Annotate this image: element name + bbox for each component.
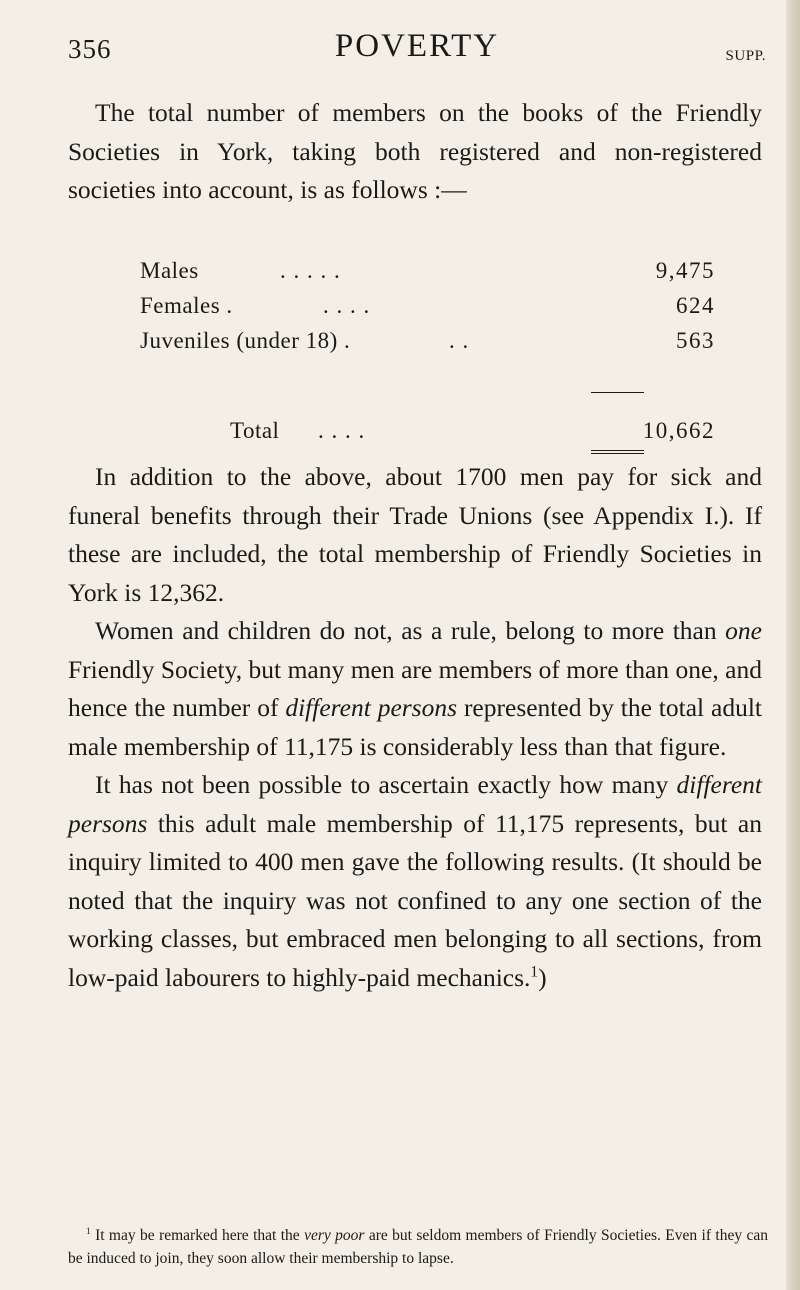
paragraph-3-text: ) <box>538 962 547 992</box>
paragraph-3 <box>68 766 762 997</box>
total-double-rule <box>591 450 644 454</box>
paragraph-1: In addition to the above, about 1700 men pay for sick and funeral benefits through their Trade Unions (see Appendix I.). If these are included, the total membership of Friendly Societies in York is 12,362. <box>68 462 762 607</box>
paragraph-2-emphasis: one <box>725 616 762 645</box>
running-head <box>68 28 766 72</box>
paragraph-2-text: Women and children do not, as a rule, belong to more than <box>95 616 726 645</box>
table-total-row <box>140 418 780 453</box>
intro-text: The total number of members on the books of the Friendly Societies in York, taking both registered and non-registered societies into account, is as follows :— <box>68 98 762 204</box>
section-label: SUPP. <box>725 48 766 64</box>
total-leader-dots: . . . . <box>318 418 366 443</box>
paragraph-3-text: this adult male membership of 11,175 represents, but an inquiry limited to 400 men gave the following results. (It should be noted that the inquiry was not confined to any one section of the working classes, but embraced men belonging to all sections, from low-paid labourers to highly-paid mechanics. <box>68 808 762 992</box>
footnote-reference: 1 <box>530 963 539 980</box>
page-number: 356 <box>68 34 112 64</box>
row-leader-dots: . . . . . <box>280 258 341 283</box>
footnote-body: are but seldom members of Friendly Societies. Even if they can be induced to join, they soon allow their membership to lapse. <box>68 1227 768 1267</box>
footnote-body: It may be remarked here that the <box>90 1227 305 1244</box>
table-row <box>140 293 780 328</box>
paragraph-2-emphasis: different persons <box>285 693 458 722</box>
row-leader-dots: . . <box>449 328 470 353</box>
footnote-marker: 1 <box>86 1226 91 1237</box>
row-label: Juveniles (under 18) . <box>140 328 351 353</box>
row-value: 563 <box>676 328 715 353</box>
paragraph-2 <box>68 612 762 766</box>
row-value: 624 <box>676 293 715 318</box>
footnote-emphasis: very poor <box>304 1227 365 1244</box>
row-value: 9,475 <box>655 258 715 283</box>
total-value: 10,662 <box>642 418 715 443</box>
row-label: Females . <box>140 293 233 318</box>
sum-rule <box>591 392 644 393</box>
intro-paragraph <box>68 94 762 210</box>
membership-table <box>140 258 780 443</box>
row-label: Males <box>140 258 199 283</box>
paragraph-2-text: represented by the total adult male membership of 11,175 is considerably less than that figure. <box>68 693 763 761</box>
row-leader-dots: . . . . <box>323 293 371 318</box>
body-text <box>68 458 762 997</box>
paragraph-3-text: It has not been possible to ascertain exactly how many <box>95 770 677 799</box>
paragraph-3-emphasis: different persons <box>68 770 762 838</box>
footnote-text <box>68 1224 768 1270</box>
table-row <box>140 328 780 363</box>
page-edge-shadow <box>786 0 800 1290</box>
running-title: POVERTY <box>334 28 500 64</box>
table-row <box>140 258 780 293</box>
footnote <box>68 1224 768 1270</box>
paragraph-2-text: Friendly Society, but many men are members of more than one, and hence the number of <box>68 654 762 722</box>
total-label: Total <box>230 418 280 443</box>
